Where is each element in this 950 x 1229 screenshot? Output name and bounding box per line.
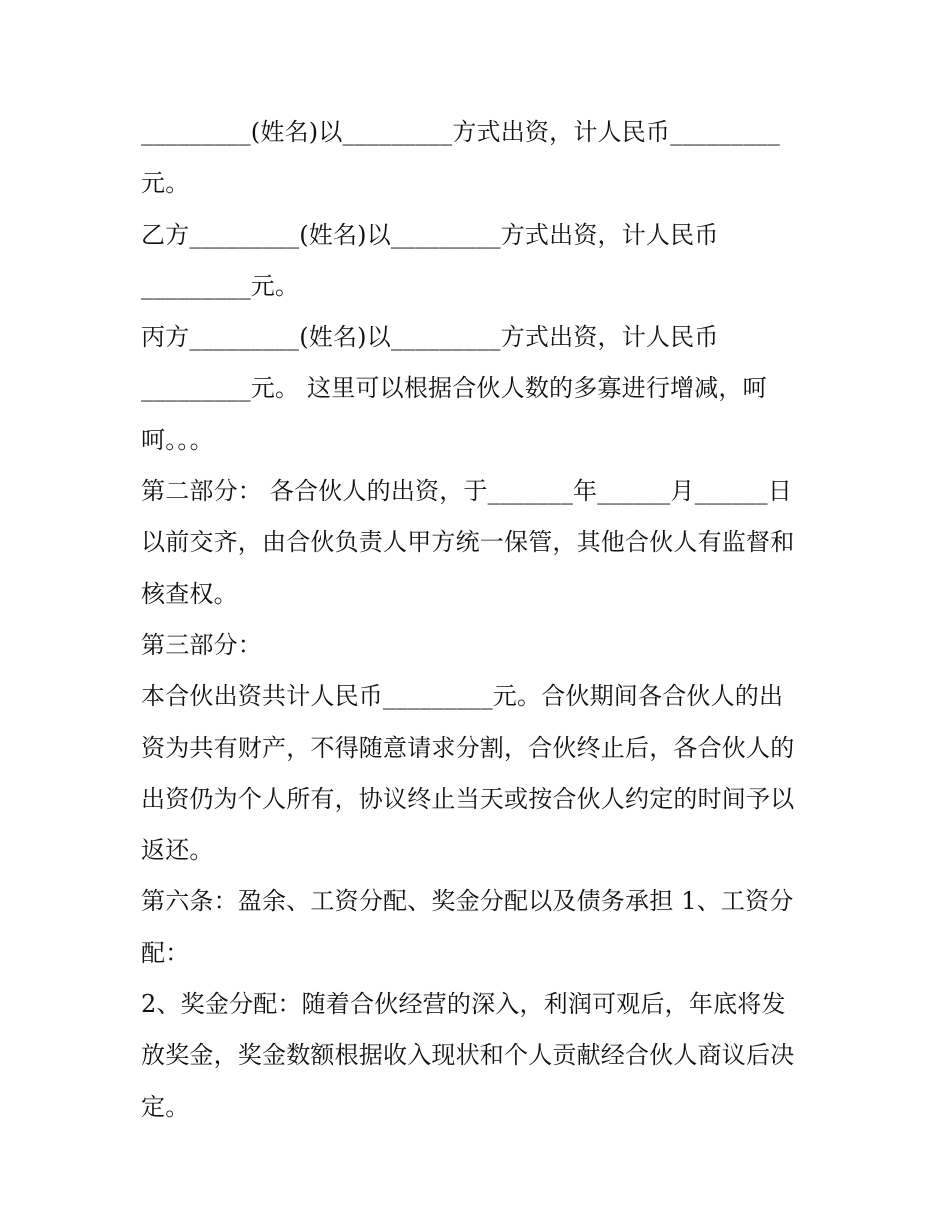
text-line: _________元。	[141, 271, 300, 300]
document-body	[141, 107, 821, 1133]
text-line: 以前交齐，由合伙负责人甲方统一保管，其他合伙人有监督和	[141, 528, 795, 557]
text-line: 乙方_________(姓名)以_________方式出资，计人民币	[141, 220, 719, 249]
text-line: _________元。 这里可以根据合伙人数的多寡进行增减，呵	[141, 374, 767, 403]
text-line: 出资仍为个人所有，协议终止当天或按合伙人约定的时间予以	[141, 784, 795, 813]
text-line: 资为共有财产，不得随意请求分割，合伙终止后，各合伙人的	[141, 733, 795, 762]
text-line: 丙方_________(姓名)以_________方式出资，计人民币	[141, 323, 719, 352]
text-line: 2、奖金分配：随着合伙经营的深入，利润可观后，年底将发	[141, 990, 786, 1019]
text-line: _________(姓名)以_________方式出资，计人民币_________	[141, 118, 780, 146]
section-heading-article-six: 第六条：盈余、工资分配、奖金分配以及债务承担 1、工资分	[141, 887, 794, 916]
section-heading-part-two: 第二部分： 各合伙人的出资，于_______年______月______日	[141, 477, 793, 506]
text-line: 本合伙出资共计人民币_________元。合伙期间各合伙人的出	[141, 682, 784, 711]
text-line: 元。	[141, 169, 190, 198]
text-line: 放奖金，奖金数额根据收入现状和个人贡献经合伙人商议后决	[141, 1041, 795, 1070]
text-line: 返还。	[141, 836, 214, 865]
section-heading-part-three: 第三部分：	[141, 630, 262, 659]
text-line: 核查权。	[141, 579, 238, 608]
text-line: 呵。。。	[141, 425, 214, 454]
text-line: 定。	[141, 1092, 190, 1121]
text-line: 配：	[141, 938, 190, 967]
